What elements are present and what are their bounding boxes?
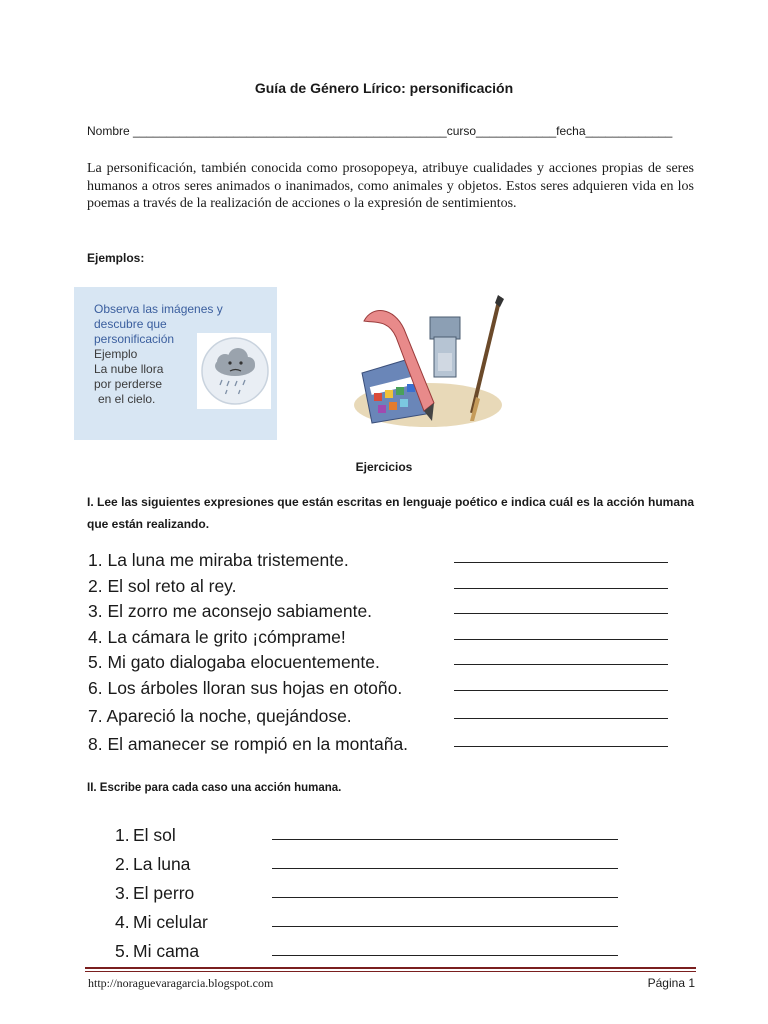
answer-blank[interactable] <box>272 897 618 898</box>
curso-label: curso <box>446 124 477 138</box>
example-line: personificación <box>94 332 175 346</box>
exercise-item <box>88 676 698 704</box>
footer-divider-thin <box>85 971 696 972</box>
answer-blank[interactable] <box>272 868 618 869</box>
example-line: por perderse <box>94 377 163 391</box>
answer-blank[interactable] <box>454 746 668 747</box>
list-number: 2. <box>115 854 130 874</box>
answer-blank[interactable] <box>454 664 668 665</box>
fecha-label: fecha <box>556 124 586 138</box>
list-label: Mi celular <box>133 912 208 932</box>
list-item <box>115 822 635 851</box>
ejercicios-heading: Ejercicios <box>355 460 413 474</box>
curso-field[interactable]: ____________ <box>476 124 557 138</box>
exercise-item <box>88 548 698 574</box>
list-item <box>115 938 635 967</box>
answer-blank[interactable] <box>454 613 668 614</box>
exercise-text: 1. La luna me miraba tristemente. <box>88 550 349 570</box>
answer-blank[interactable] <box>454 690 668 691</box>
section2-instruction: II. Escribe para cada caso una acción humana. <box>87 782 342 794</box>
exercise-text: 4. La cámara le grito ¡cómprame! <box>88 626 346 647</box>
answer-blank[interactable] <box>454 588 668 589</box>
list-label: La luna <box>133 854 191 874</box>
list-item <box>115 880 635 909</box>
list-number: 4. <box>115 912 130 932</box>
exercise-text: 5. Mi gato dialogaba elocuentemente. <box>88 652 380 672</box>
footer-url-link[interactable]: http://noraguevaragarcia.blogspot.com <box>88 976 274 990</box>
list-number: 5. <box>115 941 130 961</box>
list-number: 3. <box>115 883 130 903</box>
exercise-text: 8. El amanecer se rompió en la montaña. <box>88 733 409 754</box>
section1-instruction: I. Lee las siguientes expresiones que están escritas en lenguaje poético e indica cuál es la acción humana que están realizando. <box>87 495 694 531</box>
exercise-item <box>88 574 698 600</box>
list-number: 1. <box>115 825 130 845</box>
exercise-item <box>88 625 698 651</box>
exercise-text: 2. El sol reto al rey. <box>88 575 237 596</box>
answer-blank[interactable] <box>272 955 618 956</box>
page-title: Guía de Género Lírico: personificación <box>254 80 514 96</box>
answer-blank[interactable] <box>272 926 618 927</box>
ejemplos-heading: Ejemplos: <box>87 251 145 265</box>
section2-list <box>115 822 635 967</box>
student-info-line <box>87 124 672 138</box>
answer-blank[interactable] <box>454 562 668 563</box>
exercise-item <box>88 599 698 625</box>
answer-blank[interactable] <box>454 718 668 719</box>
footer-divider <box>85 967 696 969</box>
example-line: La nube llora <box>94 362 164 376</box>
example-line: Observa las imágenes y <box>94 302 223 316</box>
exercise-text: 3. El zorro me aconsejo sabiamente. <box>88 601 373 621</box>
answer-blank[interactable] <box>272 839 618 840</box>
exercise-item <box>88 732 698 760</box>
list-item <box>115 851 635 880</box>
intro-paragraph: La personificación, también conocida como prosopopeya, atribuye cualidades y acciones propias de seres humanos a otros seres animados o inanimados, como animales y objetos. Estos seres adquieren vida en los poemas a través de la realización de acciones o la expresión de sentimientos. <box>87 161 694 211</box>
list-item <box>115 909 635 938</box>
exercise-item <box>88 650 698 676</box>
exercise-text: 7. Apareció la noche, quejándose. <box>88 705 352 726</box>
example-line: descubre que <box>94 317 167 331</box>
answer-blank[interactable] <box>454 639 668 640</box>
example-line: Ejemplo <box>94 347 138 361</box>
nombre-label: Nombre <box>87 124 130 138</box>
nombre-field[interactable]: _______________________________________________ <box>133 124 447 138</box>
list-label: El perro <box>133 883 195 903</box>
example-line: en el cielo. <box>98 392 156 406</box>
exercise-text: 6. Los árboles lloran sus hojas en otoño. <box>88 677 403 698</box>
art-supplies-illustration <box>352 293 504 428</box>
fecha-field[interactable]: _____________ <box>585 124 673 138</box>
list-label: El sol <box>133 825 176 845</box>
list-label: Mi cama <box>133 941 200 961</box>
example-image-cloud <box>74 287 277 440</box>
exercise-item <box>88 704 698 732</box>
section1-list <box>88 548 698 760</box>
crying-cloud-icon <box>197 333 271 409</box>
page-number: Página 1 <box>647 976 695 990</box>
